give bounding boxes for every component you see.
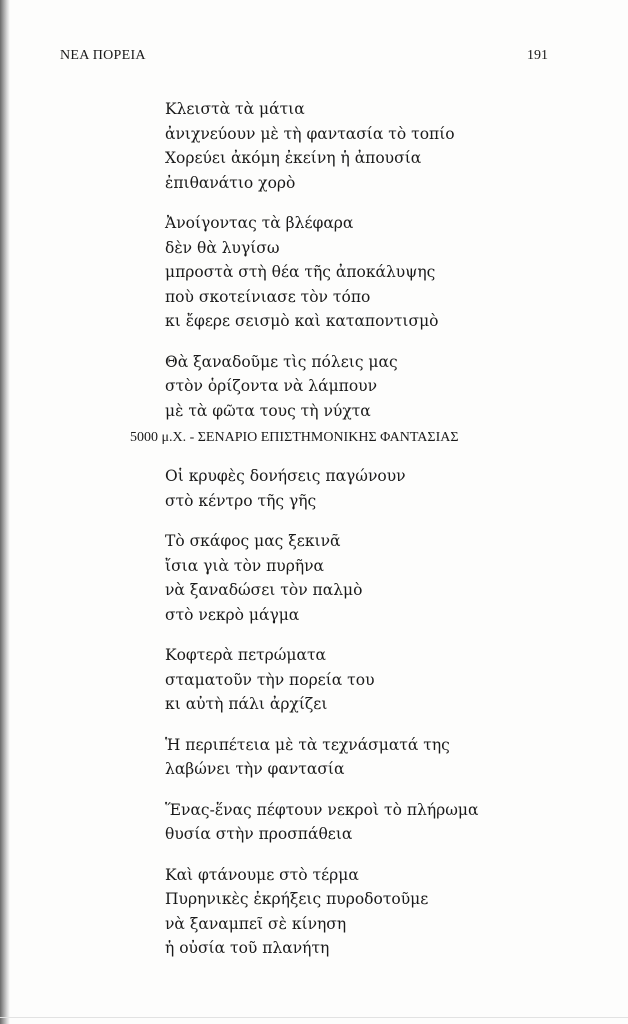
poem-line: ἴσια γιὰ τὸν πυρῆνα [165,556,325,575]
stanza [165,350,455,424]
poem-line: Κοφτερὰ πετρώματα [165,646,327,664]
page-bottom-edge [0,1017,628,1018]
poem-line: στὸν ὁρίζοντα νὰ λάμπουν [165,377,378,395]
poem-line: Θὰ ξαναδοῦμε τὶς πόλεις μας [165,352,398,371]
poem-line: Τὸ σκάφος μας ξεκινᾶ [165,532,341,550]
poem-line: στὸ νεκρὸ μάγμα [165,605,300,624]
poem-line: μὲ τὰ φῶτα τους τὴ νύχτα [165,401,371,420]
poem-line: Καὶ φτάνουμε στὸ τέρμα [165,865,359,884]
stanza [165,464,478,513]
poem-line: Οἱ κρυφὲς δονήσεις παγώνουν [165,467,406,485]
poem-line: Πυρηνικὲς ἐκρήξεις πυροδοτοῦμε [165,890,429,908]
stanza [165,643,478,717]
poem-line: σταματοῦν τὴν πορεία του [165,670,375,689]
poem-line: δὲν θὰ λυγίσω [165,238,280,257]
poem-line: θυσία στὴν προσπάθεια [165,825,353,843]
stanza [165,863,478,961]
page-number: 191 [527,48,548,63]
poem-2 [165,464,478,977]
poem-line: ἐπιθανάτιο χορὸ [165,173,296,192]
poem-line: λαβώνει τὴν φαντασία [165,760,345,778]
poem-line: κι αὐτὴ πάλι ἀρχίζει [165,695,328,713]
poem-line: ἀνιχνεύουν μὲ τὴ φαντασία τὸ τοπίο [165,124,455,143]
poem-line: Χορεύει ἀκόμη ἐκείνη ἡ ἀπουσία [165,149,422,167]
poem-line: στὸ κέντρο τῆς γῆς [165,491,317,510]
section-title: 5000 μ.Χ. - ΣΕΝΑΡΙΟ ΕΠΙΣΤΗΜΟΝΙΚΗΣ ΦΑΝΤΑΣΙΑΣ [130,430,459,445]
poem-line: Ἡ περιπέτεια μὲ τὰ τεχνάσματά της [165,735,450,754]
poem-line: ἡ οὐσία τοῦ πλανήτη [165,939,330,957]
poem-line: μπροστὰ στὴ θέα τῆς ἀποκάλυψης [165,263,436,281]
poem-line: νὰ ξαναμπεῖ σὲ κίνηση [165,914,347,933]
stanza [165,798,478,847]
poem-line: Ἕνας-ἕνας πέφτουν νεκροὶ τὸ πλήρωμα [165,800,479,819]
poem-line: κι ἔφερε σεισμὸ καὶ καταποντισμὸ [165,312,439,330]
poem-line: Κλειστὰ τὰ μάτια [165,100,305,118]
running-head: ΝΕΑ ΠΟΡΕΙΑ [60,48,146,63]
stanza [165,529,478,627]
binding-shadow [0,0,10,1024]
stanza [165,733,478,782]
poem-1 [165,97,455,439]
poem-line: Ἀνοίγοντας τὰ βλέφαρα [165,214,354,232]
poem-line: νὰ ξαναδώσει τὸν παλμὸ [165,581,363,599]
stanza [165,211,455,334]
stanza [165,97,455,195]
poem-line: ποὺ σκοτείνιασε τὸν τόπο [165,287,371,306]
